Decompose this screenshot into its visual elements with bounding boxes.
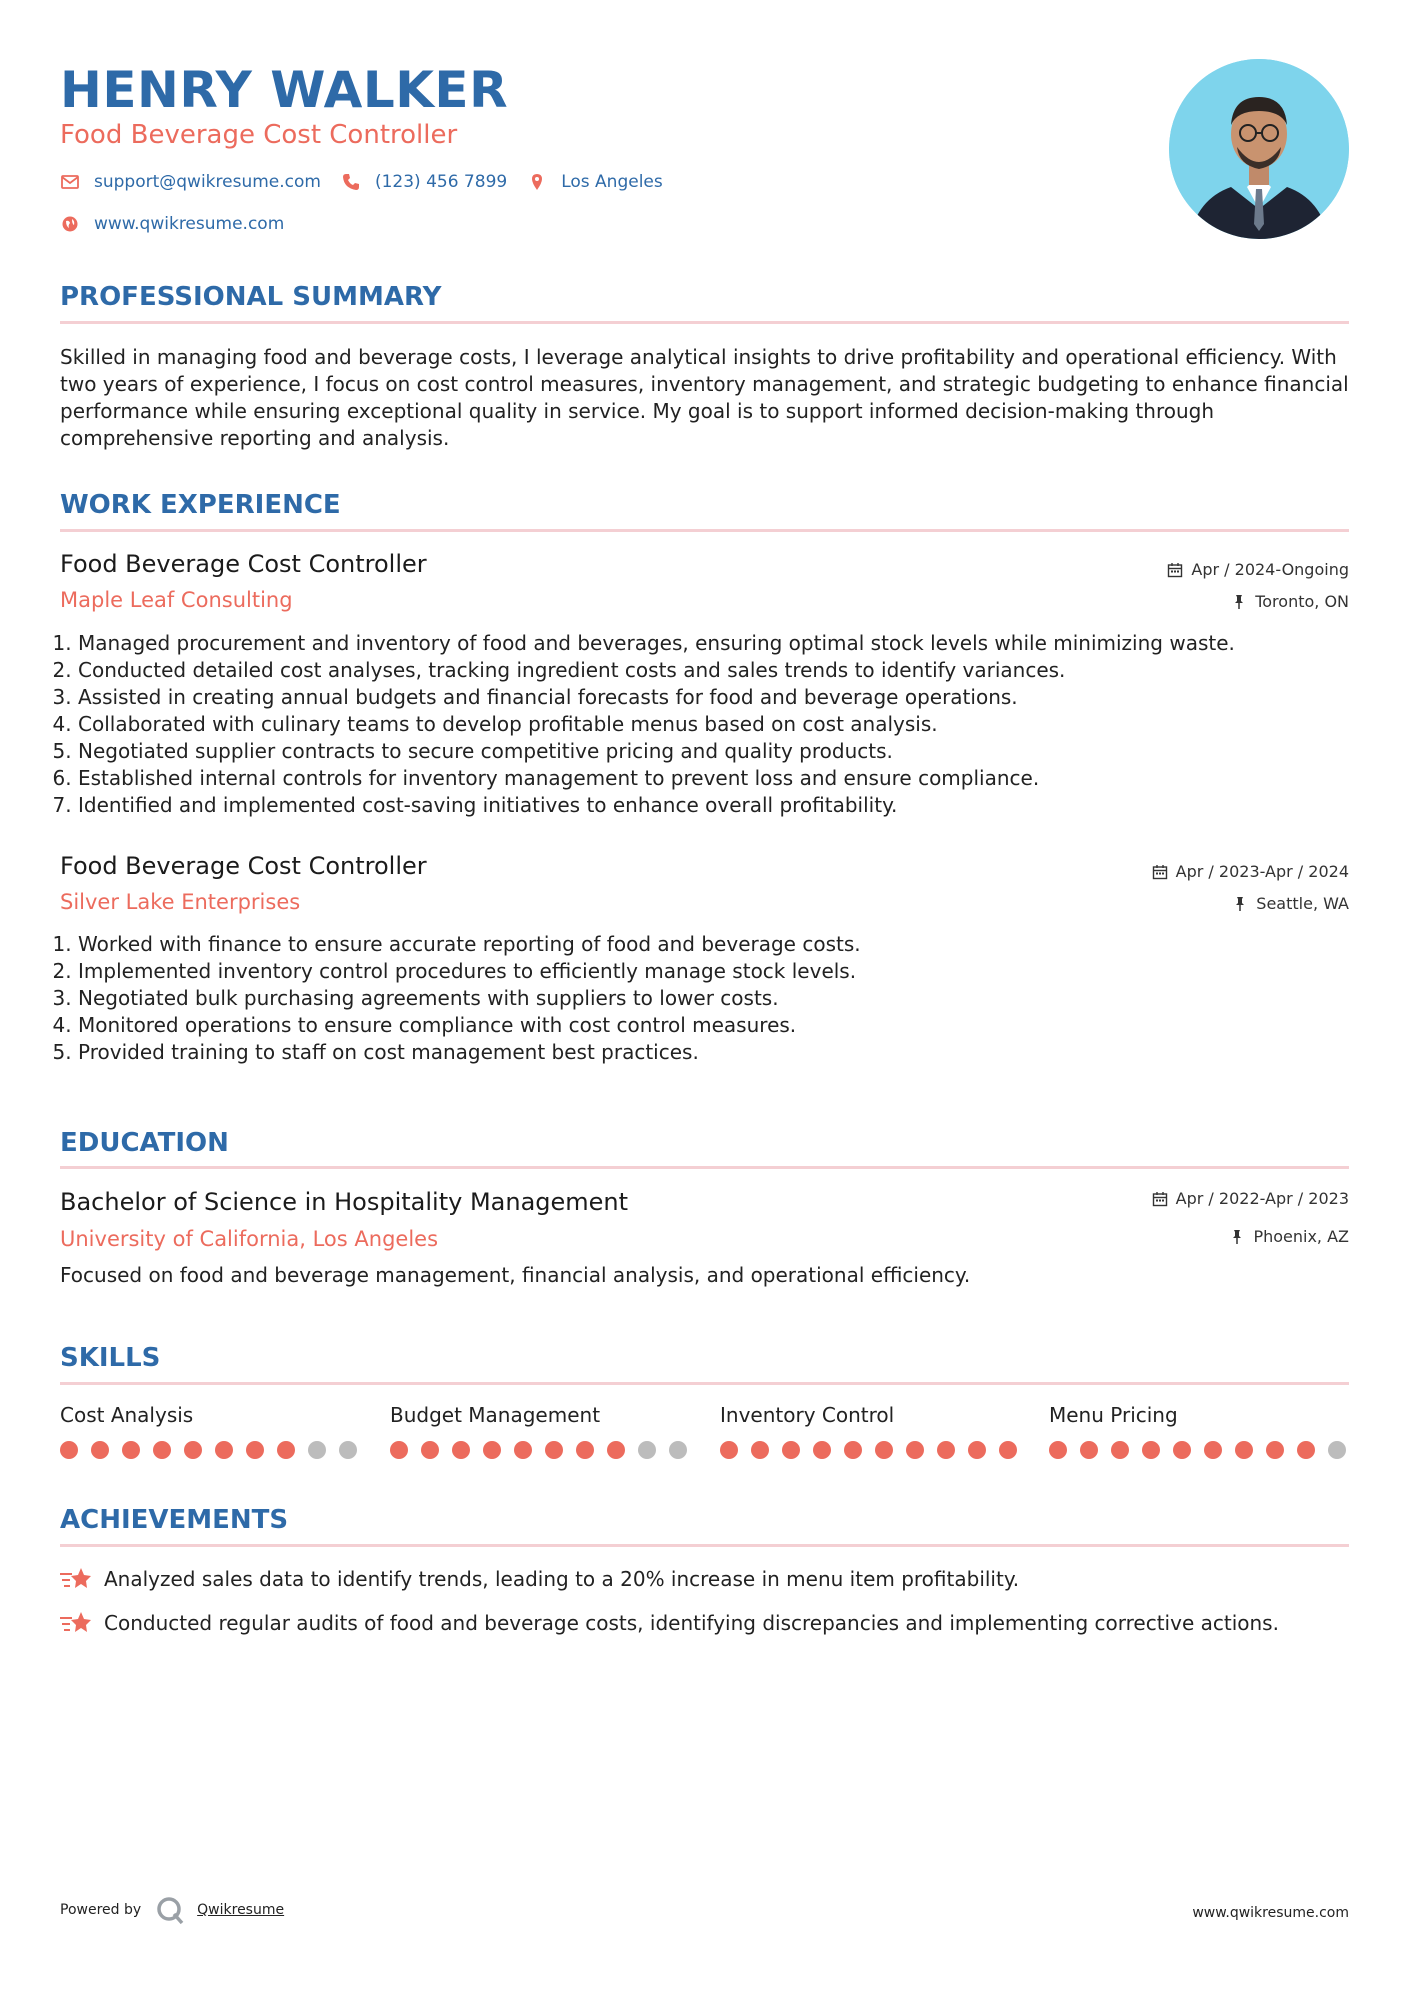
rating-dot-filled [153, 1441, 171, 1459]
contact-row-secondary [60, 214, 284, 234]
rating-dot-filled [1266, 1441, 1284, 1459]
footer-powered-by [60, 1895, 284, 1925]
duty-item: 6. Established internal controls for inventory management to prevent loss and ensure compliance. [78, 765, 1358, 792]
skill-rating [720, 1441, 1020, 1459]
pushpin-icon [1231, 594, 1247, 610]
duty-item: 2. Implemented inventory control procedures to efficiently manage stock levels. [78, 958, 1358, 985]
qwikresume-logo-icon [155, 1895, 185, 1925]
rating-dot-filled [1080, 1441, 1098, 1459]
job-dates-text: Apr / 2023-Apr / 2024 [1175, 862, 1349, 881]
rating-dot-filled [1111, 1441, 1129, 1459]
rating-dot-filled [1049, 1441, 1067, 1459]
education-location [1229, 1227, 1349, 1246]
job-location [1232, 894, 1349, 913]
resume-page [60, 0, 1349, 1990]
rating-dot-filled [545, 1441, 563, 1459]
rating-dot-filled [277, 1441, 295, 1459]
rating-dot-empty [339, 1441, 357, 1459]
rating-dot-filled [937, 1441, 955, 1459]
duty-item: 4. Monitored operations to ensure compliance with cost control measures. [78, 1012, 1358, 1039]
education-dates-text: Apr / 2022-Apr / 2023 [1175, 1189, 1349, 1208]
education-dates [1152, 1189, 1349, 1208]
rating-dot-filled [1173, 1441, 1191, 1459]
rating-dot-filled [514, 1441, 532, 1459]
contact-row-primary [60, 172, 663, 192]
skills-divider [60, 1382, 1349, 1385]
job-location-text: Toronto, ON [1255, 592, 1349, 611]
rating-dot-filled [906, 1441, 924, 1459]
email-link[interactable]: support@qwikresume.com [94, 172, 321, 192]
rating-dot-filled [91, 1441, 109, 1459]
job-title: Food Beverage Cost Controller [60, 852, 427, 880]
rating-dot-filled [390, 1441, 408, 1459]
website-link[interactable]: www.qwikresume.com [94, 214, 285, 234]
achievement-text: Analyzed sales data to identify trends, leading to a 20% increase in menu item profitability. [104, 1567, 1020, 1591]
job-dates-text: Apr / 2024-Ongoing [1191, 560, 1349, 579]
skill-item [390, 1401, 690, 1459]
job-title: Food Beverage Cost Controller [60, 550, 427, 578]
rating-dot-filled [483, 1441, 501, 1459]
duty-item: 7. Identified and implemented cost-saving initiatives to enhance overall profitability. [78, 792, 1358, 819]
globe-icon [60, 214, 80, 234]
duty-item: 3. Assisted in creating annual budgets and financial forecasts for food and beverage operations. [78, 684, 1358, 711]
calendar-icon [1167, 562, 1183, 578]
candidate-role: Food Beverage Cost Controller [60, 120, 458, 150]
rating-dot-filled [421, 1441, 439, 1459]
duty-item: 5. Negotiated supplier contracts to secure competitive pricing and quality products. [78, 738, 1358, 765]
calendar-icon [1152, 1191, 1168, 1207]
job-company: Silver Lake Enterprises [60, 890, 301, 914]
rating-dot-filled [875, 1441, 893, 1459]
rating-dot-filled [1297, 1441, 1315, 1459]
rating-dot-empty [638, 1441, 656, 1459]
skill-name: Inventory Control [720, 1403, 895, 1427]
rating-dot-filled [968, 1441, 986, 1459]
education-location-text: Phoenix, AZ [1253, 1227, 1349, 1246]
rating-dot-filled [1204, 1441, 1222, 1459]
skill-rating [1049, 1441, 1349, 1459]
achievement-item [60, 1609, 1279, 1637]
skill-rating [60, 1441, 360, 1459]
rating-dot-filled [184, 1441, 202, 1459]
school-name: University of California, Los Angeles [60, 1227, 439, 1251]
job-location [1231, 592, 1349, 611]
rating-dot-filled [844, 1441, 862, 1459]
rating-dot-empty [1328, 1441, 1346, 1459]
summary-text: Skilled in managing food and beverage costs, I leverage analytical insights to drive profitability and operational efficiency. With two years of experience, I focus on cost control measures, inventory management, and strategic budgeting to enhance financial performance while ensuring exceptional quality in service. My goal is to support informed decision-making through comprehensive reporting and analysis. [60, 345, 1349, 450]
duty-item: 2. Conducted detailed cost analyses, tracking ingredient costs and sales trends to identify variances. [78, 657, 1358, 684]
achievement-text: Conducted regular audits of food and beverage costs, identifying discrepancies and implementing corrective actions. [104, 1611, 1279, 1635]
duty-item: 4. Collaborated with culinary teams to develop profitable menus based on cost analysis. [78, 711, 1358, 738]
achievements-heading: ACHIEVEMENTS [60, 1505, 289, 1535]
job-location-text: Seattle, WA [1256, 894, 1349, 913]
rating-dot-filled [1235, 1441, 1253, 1459]
rating-dot-empty [308, 1441, 326, 1459]
rating-dot-filled [1142, 1441, 1160, 1459]
location-text: Los Angeles [561, 172, 663, 192]
skill-item [720, 1401, 1020, 1459]
degree-title: Bachelor of Science in Hospitality Management [60, 1188, 629, 1216]
skill-item [1049, 1401, 1349, 1459]
skill-name: Budget Management [390, 1403, 601, 1427]
pushpin-icon [1232, 896, 1248, 912]
email-icon [60, 172, 80, 192]
skill-name: Menu Pricing [1049, 1403, 1178, 1427]
education-description: Focused on food and beverage management, financial analysis, and operational efficiency. [60, 1263, 971, 1287]
duty-item: 3. Negotiated bulk purchasing agreements with suppliers to lower costs. [78, 985, 1358, 1012]
duty-item: 1. Worked with finance to ensure accurate reporting of food and beverage costs. [78, 931, 1358, 958]
rating-dot-filled [782, 1441, 800, 1459]
summary-divider [60, 321, 1349, 324]
experience-heading: WORK EXPERIENCE [60, 490, 341, 520]
rating-dot-filled [576, 1441, 594, 1459]
achievements-divider [60, 1544, 1349, 1547]
rating-dot-filled [60, 1441, 78, 1459]
phone-icon [341, 172, 361, 192]
rating-dot-filled [607, 1441, 625, 1459]
summary-heading: PROFESSIONAL SUMMARY [60, 282, 442, 312]
job-company: Maple Leaf Consulting [60, 588, 293, 612]
skill-rating [390, 1441, 690, 1459]
calendar-icon [1152, 864, 1168, 880]
candidate-name: HENRY WALKER [60, 61, 509, 119]
rating-dot-filled [215, 1441, 233, 1459]
profile-photo [1169, 59, 1349, 239]
rating-dot-filled [813, 1441, 831, 1459]
education-heading: EDUCATION [60, 1128, 229, 1158]
experience-divider [60, 529, 1349, 532]
rating-dot-empty [669, 1441, 687, 1459]
skills-heading: SKILLS [60, 1343, 161, 1373]
job-duties [60, 931, 1358, 1066]
job-dates [1152, 862, 1349, 881]
pushpin-icon [1229, 1229, 1245, 1245]
qwikresume-link[interactable]: Qwikresume [197, 1902, 285, 1918]
phone-link[interactable]: (123) 456 7899 [374, 172, 508, 192]
rating-dot-filled [452, 1441, 470, 1459]
shooting-star-icon [60, 1566, 92, 1592]
skill-name: Cost Analysis [60, 1403, 194, 1427]
powered-by-label: Powered by [60, 1902, 142, 1918]
job-duties [60, 630, 1358, 819]
location-pin-icon [527, 172, 547, 192]
shooting-star-icon [60, 1610, 92, 1636]
skill-item [60, 1401, 360, 1459]
duty-item: 1. Managed procurement and inventory of food and beverages, ensuring optimal stock levels while minimizing waste. [78, 630, 1358, 657]
rating-dot-filled [999, 1441, 1017, 1459]
rating-dot-filled [122, 1441, 140, 1459]
rating-dot-filled [246, 1441, 264, 1459]
job-dates [1167, 560, 1349, 579]
rating-dot-filled [751, 1441, 769, 1459]
rating-dot-filled [720, 1441, 738, 1459]
achievement-item [60, 1565, 1019, 1593]
education-divider [60, 1166, 1349, 1169]
duty-item: 5. Provided training to staff on cost management best practices. [78, 1039, 1358, 1066]
footer-site-link[interactable]: www.qwikresume.com [1192, 1905, 1349, 1921]
